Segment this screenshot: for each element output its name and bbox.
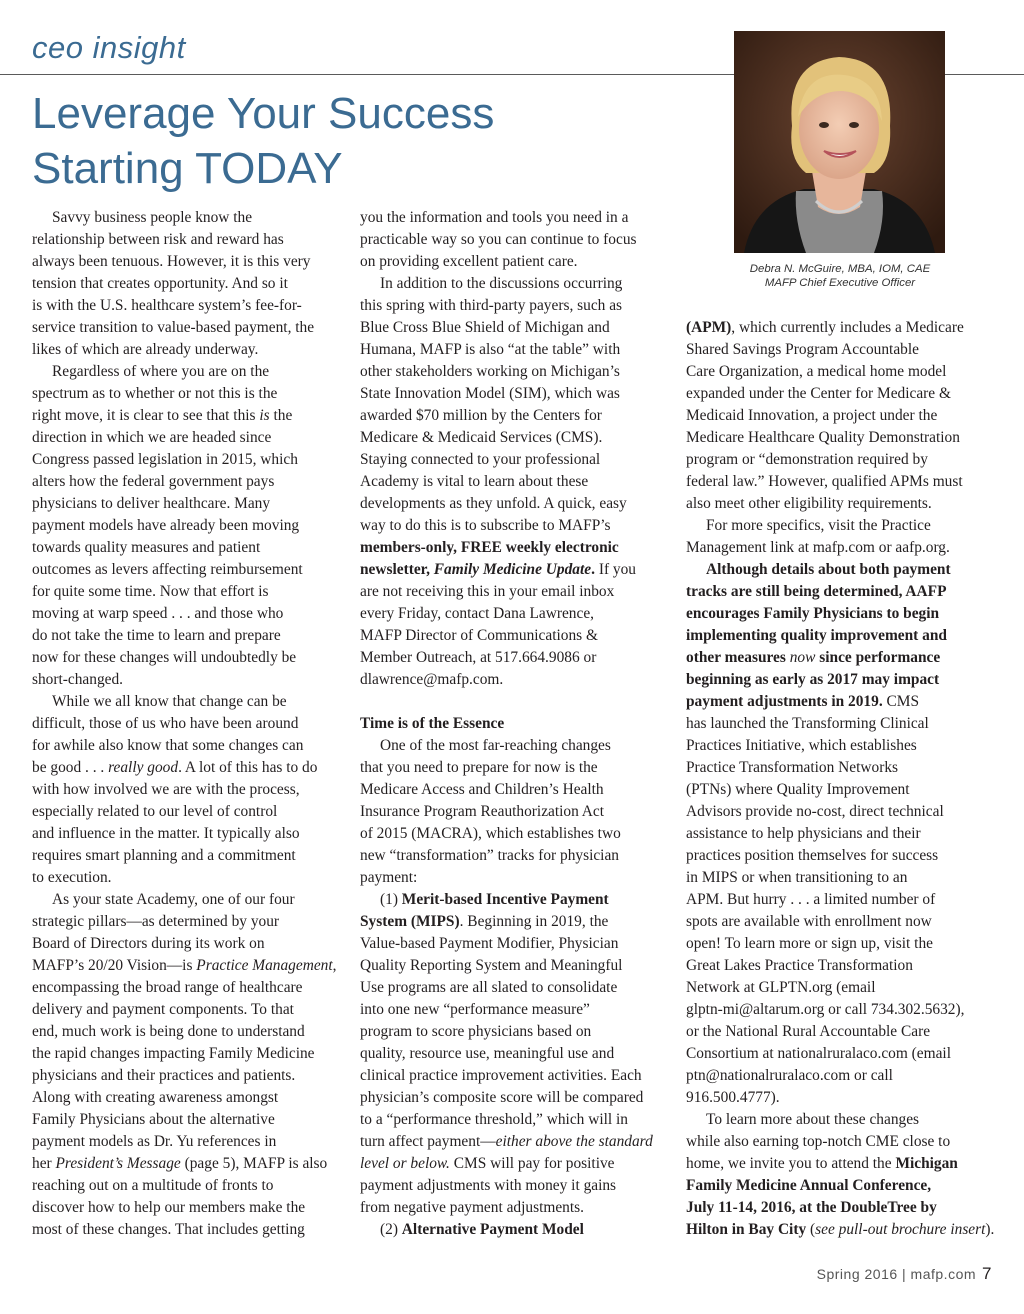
text-line: quality, resource use, meaningful use and bbox=[360, 1045, 615, 1062]
text-line: discover how to help our members make the bbox=[32, 1199, 306, 1216]
article-column-3 bbox=[686, 317, 998, 1241]
text-line: payment models as Dr. Yu references in bbox=[32, 1133, 277, 1150]
text-line: Savvy business people know the bbox=[52, 209, 253, 226]
text-line: every Friday, contact Dana Lawrence, bbox=[360, 605, 595, 622]
text-line: likes of which are already underway. bbox=[32, 341, 259, 358]
text-line: tracks are still being determined, AAFP bbox=[686, 583, 947, 600]
text-line: July 11-14, 2016, at the DoubleTree by bbox=[686, 1199, 937, 1216]
text-line: from negative payment adjustments. bbox=[360, 1199, 584, 1216]
text-line: Although details about both payment bbox=[706, 561, 951, 578]
text-line: (PTNs) where Quality Improvement bbox=[686, 781, 910, 798]
text-line: spots are available with enrollment now bbox=[686, 913, 932, 930]
text-line: Medicare Healthcare Quality Demonstration bbox=[686, 429, 960, 446]
text-line: dlawrence@mafp.com. bbox=[360, 671, 504, 688]
text-line: for awhile also know that some changes can bbox=[32, 737, 304, 754]
portrait-image bbox=[734, 31, 945, 253]
text-line: direction in which we are headed since bbox=[32, 429, 272, 446]
text-line: payment: bbox=[360, 869, 418, 886]
text-line: for quite some time. Now that effort is bbox=[32, 583, 269, 600]
text-line: in MIPS or when transitioning to an bbox=[686, 869, 908, 886]
text-line: While we all know that change can be bbox=[52, 693, 287, 710]
text-line: Family Medicine Annual Conference, bbox=[686, 1177, 932, 1194]
text-line: to execution. bbox=[32, 869, 112, 886]
text-line: Practices Initiative, which establishes bbox=[686, 737, 917, 754]
text-line: encourages Family Physicians to begin bbox=[686, 605, 940, 622]
text-line: To learn more about these changes bbox=[706, 1111, 920, 1128]
text-line: open! To learn more or sign up, visit the bbox=[686, 935, 933, 952]
text-line: now for these changes will undoubtedly be bbox=[32, 649, 297, 666]
text-line: beginning as early as 2017 may impact bbox=[686, 671, 940, 688]
text-line: Value-based Payment Modifier, Physician bbox=[360, 935, 619, 952]
page-number: 7 bbox=[982, 1264, 992, 1283]
text-line: Practice Transformation Networks bbox=[686, 759, 899, 776]
title-line-1: Leverage Your Success bbox=[32, 89, 495, 138]
text-line: other stakeholders working on Michigan’s bbox=[360, 363, 620, 380]
text-line: do not take the time to learn and prepare bbox=[32, 627, 281, 644]
text-line: Insurance Program Reauthorization Act bbox=[360, 803, 605, 820]
text-line: turn affect payment—either above the standard bbox=[360, 1133, 653, 1150]
text-line: Congress passed legislation in 2015, which bbox=[32, 451, 298, 468]
text-line: is with the U.S. healthcare system’s fee-for- bbox=[32, 297, 302, 314]
text-line: also meet other eligibility requirements. bbox=[686, 495, 932, 512]
text-line: expanded under the Center for Medicare & bbox=[686, 385, 951, 402]
text-line: As your state Academy, one of our four bbox=[52, 891, 295, 908]
text-line: with how involved we are with the process, bbox=[32, 781, 300, 798]
text-line: One of the most far-reaching changes bbox=[380, 737, 611, 754]
text-line: moving at warp speed . . . and those who bbox=[32, 605, 284, 622]
text-line: Care Organization, a medical home model bbox=[686, 363, 947, 380]
text-line: alters how the federal government pays bbox=[32, 473, 275, 490]
text-line: Academy is vital to learn about these bbox=[360, 473, 589, 490]
text-line: Staying connected to your professional bbox=[360, 451, 601, 468]
text-line: be good . . . really good. A lot of this has to do bbox=[32, 759, 318, 776]
photo-caption bbox=[718, 262, 962, 290]
text-line: are not receiving this in your email inbox bbox=[360, 583, 615, 600]
text-line: way to do this is to subscribe to MAFP’s bbox=[360, 517, 611, 534]
text-line: implementing quality improvement and bbox=[686, 627, 947, 644]
text-line: developments as they unfold. A quick, easy bbox=[360, 495, 627, 512]
text-line: you the information and tools you need in a bbox=[360, 209, 629, 226]
text-line: requires smart planning and a commitment bbox=[32, 847, 296, 864]
text-line: Advisors provide no-cost, direct technical bbox=[686, 803, 944, 820]
text-line: Humana, MAFP is also “at the table” with bbox=[360, 341, 621, 358]
text-line: towards quality measures and patient bbox=[32, 539, 261, 556]
text-line: into one new “performance measure” bbox=[360, 1001, 590, 1018]
section-label: ceo insight bbox=[32, 30, 186, 65]
text-line: payment adjustments with money it gains bbox=[360, 1177, 617, 1194]
text-line: assistance to help physicians and their bbox=[686, 825, 921, 842]
text-line: has launched the Transforming Clinical bbox=[686, 715, 929, 732]
text-line: Member Outreach, at 517.664.9086 or bbox=[360, 649, 597, 666]
text-line: end, much work is being done to understand bbox=[32, 1023, 305, 1040]
text-line: practicable way so you can continue to focus bbox=[360, 231, 637, 248]
text-line: spectrum as to whether or not this is the bbox=[32, 385, 278, 402]
text-line: that you need to prepare for now is the bbox=[360, 759, 598, 776]
caption-title: MAFP Chief Executive Officer bbox=[764, 277, 916, 289]
text-line: clinical practice improvement activities. Each bbox=[360, 1067, 642, 1084]
text-line: program or “demonstration required by bbox=[686, 451, 928, 468]
text-line: this spring with third-party payers, such as bbox=[360, 297, 623, 314]
text-line: For more specifics, visit the Practice bbox=[706, 517, 931, 534]
text-line: strategic pillars—as determined by your bbox=[32, 913, 280, 930]
text-line: payment adjustments in 2019. CMS bbox=[686, 693, 920, 710]
text-line: the rapid changes impacting Family Medicine bbox=[32, 1045, 315, 1062]
text-line: always been tenuous. However, it is this very bbox=[32, 253, 311, 270]
text-line: difficult, those of us who have been around bbox=[32, 715, 299, 732]
text-line: of 2015 (MACRA), which establishes two bbox=[360, 825, 621, 842]
text-line: Great Lakes Practice Transformation bbox=[686, 957, 913, 974]
text-line: Along with creating awareness amongst bbox=[32, 1089, 279, 1106]
title-line-2: Starting TODAY bbox=[32, 144, 343, 193]
text-line: payment models have already been moving bbox=[32, 517, 300, 534]
text-line: short-changed. bbox=[32, 671, 124, 688]
text-line: awarded $70 million by the Centers for bbox=[360, 407, 602, 424]
text-line: reaching out on a multitude of fronts to bbox=[32, 1177, 274, 1194]
text-line: members-only, FREE weekly electronic bbox=[360, 539, 619, 556]
text-line: MAFP Director of Communications & bbox=[360, 627, 598, 644]
text-line: In addition to the discussions occurring bbox=[380, 275, 623, 292]
text-line: right move, it is clear to see that this is the bbox=[32, 407, 293, 424]
text-line: Use programs are all slated to consolidate bbox=[360, 979, 618, 996]
text-line: physicians and their practices and patients. bbox=[32, 1067, 296, 1084]
text-line: relationship between risk and reward has bbox=[32, 231, 284, 248]
text-line: physician’s composite score will be compared bbox=[360, 1089, 644, 1106]
text-line: (APM), which currently includes a Medicare bbox=[686, 319, 964, 336]
text-line: to a “performance threshold,” which will in bbox=[360, 1111, 628, 1128]
text-line: Consortium at nationalruralaco.com (email bbox=[686, 1045, 951, 1062]
text-line: practices position themselves for success bbox=[686, 847, 939, 864]
text-line: while also earning top-notch CME close to bbox=[686, 1133, 951, 1150]
text-line: new “transformation” tracks for physician bbox=[360, 847, 619, 864]
caption-name: Debra N. McGuire, MBA, IOM, CAE bbox=[749, 263, 931, 275]
text-line: Shared Savings Program Accountable bbox=[686, 341, 919, 358]
text-line: Family Physicians about the alternative bbox=[32, 1111, 275, 1128]
text-line: other measures now since performance bbox=[686, 649, 941, 666]
text-line: Regardless of where you are on the bbox=[52, 363, 270, 380]
text-line: 916.500.4777). bbox=[686, 1089, 780, 1106]
text-line: Management link at mafp.com or aafp.org. bbox=[686, 539, 950, 556]
text-line: Quality Reporting System and Meaningful bbox=[360, 957, 623, 974]
text-line: (2) Alternative Payment Model bbox=[380, 1221, 584, 1238]
article-column-1 bbox=[32, 207, 344, 1241]
page-footer bbox=[817, 1264, 992, 1284]
text-line: Board of Directors during its work on bbox=[32, 935, 265, 952]
text-line: Network at GLPTN.org (email bbox=[686, 979, 876, 996]
text-line: and influence in the matter. It typically also bbox=[32, 825, 300, 842]
footer-text: Spring 2016 | mafp.com bbox=[816, 1266, 977, 1282]
author-photo bbox=[734, 31, 945, 253]
article-column-2 bbox=[360, 207, 672, 1241]
text-line: or the National Rural Accountable Care bbox=[686, 1023, 931, 1040]
text-line: newsletter, Family Medicine Update. If you bbox=[360, 561, 637, 578]
text-line: Medicaid Innovation, a project under the bbox=[686, 407, 938, 424]
text-line: Blue Cross Blue Shield of Michigan and bbox=[360, 319, 610, 336]
text-line: APM. But hurry . . . a limited number of bbox=[686, 891, 936, 908]
text-line: level or below. CMS will pay for positive bbox=[360, 1155, 615, 1172]
text-line: her President’s Message (page 5), MAFP is also bbox=[32, 1155, 328, 1172]
text-line: Hilton in Bay City (see pull-out brochure insert). bbox=[686, 1221, 995, 1238]
text-line: ptn@nationalruralaco.com or call bbox=[686, 1067, 893, 1084]
text-line: Medicare Access and Children’s Health bbox=[360, 781, 604, 798]
subheading-line bbox=[360, 713, 672, 735]
text-line: on providing excellent patient care. bbox=[360, 253, 578, 270]
spacer-line bbox=[360, 691, 672, 713]
article-title bbox=[32, 86, 632, 196]
text-line: Medicare & Medicaid Services (CMS). bbox=[360, 429, 603, 446]
text-line: MAFP’s 20/20 Vision—is Practice Management, bbox=[32, 957, 337, 974]
subheading: Time is of the Essence bbox=[360, 715, 505, 732]
text-line: tension that creates opportunity. And so it bbox=[32, 275, 288, 292]
text-line: (1) Merit-based Incentive Payment bbox=[380, 891, 609, 908]
text-line: especially related to our level of control bbox=[32, 803, 278, 820]
text-line: service transition to value-based payment, the bbox=[32, 319, 315, 336]
text-line: System (MIPS). Beginning in 2019, the bbox=[360, 913, 609, 930]
text-line: encompassing the broad range of healthcare bbox=[32, 979, 303, 996]
text-line: glptn-mi@altarum.org or call 734.302.5632), bbox=[686, 1001, 965, 1018]
text-line: home, we invite you to attend the Michigan bbox=[686, 1155, 958, 1172]
text-line: program to score physicians based on bbox=[360, 1023, 592, 1040]
text-line: State Innovation Model (SIM), which was bbox=[360, 385, 620, 402]
text-line: outcomes as levers affecting reimbursement bbox=[32, 561, 303, 578]
text-line: federal law.” However, qualified APMs must bbox=[686, 473, 963, 490]
text-line: physicians to deliver healthcare. Many bbox=[32, 495, 271, 512]
text-line: most of these changes. That includes getting bbox=[32, 1221, 305, 1238]
text-line: delivery and payment components. To that bbox=[32, 1001, 294, 1018]
